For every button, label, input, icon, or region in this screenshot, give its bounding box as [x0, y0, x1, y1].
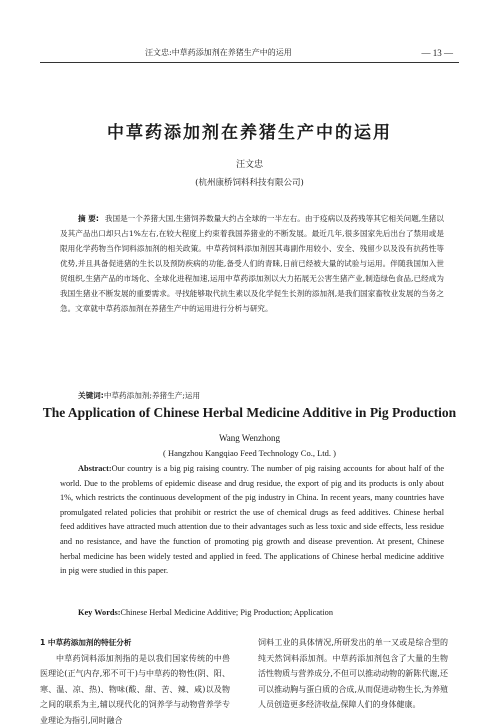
body-paragraph: 中草药饲料添加剂指的是以我们国家传统的中兽医理论(正气内存,邪不可干)与中草药的物性(阴、阳、寒、温、凉、热)、物味(酸、甜、苦、辣、咸)以及物之间的联系为主,辅以现代化的饲养学与动物营养学专业理论为指引,同时融合 — [40, 651, 230, 728]
author-cn: 汪文忠 — [0, 157, 499, 170]
affiliation-en: ( Hangzhou Kangqiao Feed Technology Co., Ltd. ) — [0, 448, 499, 458]
keywords-en-label: Key Words: — [78, 608, 121, 617]
keywords-en-text: Chinese Herbal Medicine Additive; Pig Production; Application — [121, 608, 333, 617]
abstract-cn-text: 我国是一个养猪大国,生猪饲养数量大约占全球的一半左右。由于疫病以及药残等其它相关问题,生猪以及其产品出口却只占1%左右,在较大程度上约束着我国养猪业的不断发展。最近几年,很多国家先后出台了禁用或是限用化学药物当作饲料添加剂的相关政策。中草药饲料添加剂因其毒副作用较小、安全、残留少以及没有抗药性等优势,并且具备促进猪的生长以及预防疾病的功能,备受人们的青睐,日前已经被大量的试验与运用。伴随我国加入世贸组织,生猪产品的市场化、全球化进程加速,运用中草药添加剂以大力拓展无公害生猪产业,制造绿色食品,已经成为我国生猪业不断发展的重要需求。寻找能够取代抗生素以及化学促生长剂的添加剂,是我们国家畜牧业发展的当务之急。文章就中草药添加剂在养猪生产中的运用进行分析与研究。 — [60, 214, 444, 313]
affiliation-cn: (杭州康桥饲料科技有限公司) — [0, 176, 499, 188]
keywords-cn-label: 关键词: — [78, 391, 104, 400]
keywords-cn — [78, 390, 444, 401]
page-number: — 13 — — [422, 46, 454, 60]
keywords-cn-text: 中草药添加剂;养猪生产;运用 — [104, 391, 200, 400]
abstract-cn-label: 摘 要: — [78, 214, 99, 223]
abstract-en-text: Our country is a big pig raising country. The number of pig raising accounts for about half of the world. Due to the problems of epidemic disease and drug residue, the export of pig and its products is only about 1%, which restricts the continuous development of the pig industry in China. In recent years, many countries have promulgated related policies that prohibit or restrict the use of chemical drugs as feed additives. Chinese herbal feed additives have attracted much attention due to their advantages such as less toxic and side effects, less residue and no resistance, and have the function of promoting pig growth and disease prevention. At present, Chinese herbal medicine has been widely tested and applied in feed. The applications of Chinese herbal medicine additive in pig were studied in this paper. — [60, 464, 444, 575]
author-en: Wang Wenzhong — [0, 433, 499, 443]
article-title-en: The Application of Chinese Herbal Medicine Additive in Pig Production — [0, 405, 499, 421]
running-head — [40, 46, 459, 63]
keywords-en — [78, 608, 444, 617]
article-title-cn: 中草药添加剂在养猪生产中的运用 — [0, 118, 499, 143]
body-paragraph: 饲料工业的具体情况,所研发出的单一又或是综合型的纯天然饲料添加剂。中草药添加剂包含了大量的生物活性物质与营养成分,不但可以推动动物的新陈代谢,还可以推动胸与蛋白质的合成,从而促进动物生长,为养殖人员创造更多经济收益,保障人们的身体健康。 — [258, 635, 448, 713]
body-column-left — [40, 635, 230, 728]
running-head-title: 汪文忠:中草药添加剂在养猪生产中的运用 — [145, 46, 292, 60]
section-heading: 1 中草药添加剂的特征分析 — [40, 635, 230, 651]
abstract-cn — [60, 211, 444, 316]
abstract-en — [60, 462, 444, 579]
abstract-en-label: Abstract: — [78, 464, 112, 473]
body-column-right — [258, 635, 448, 713]
